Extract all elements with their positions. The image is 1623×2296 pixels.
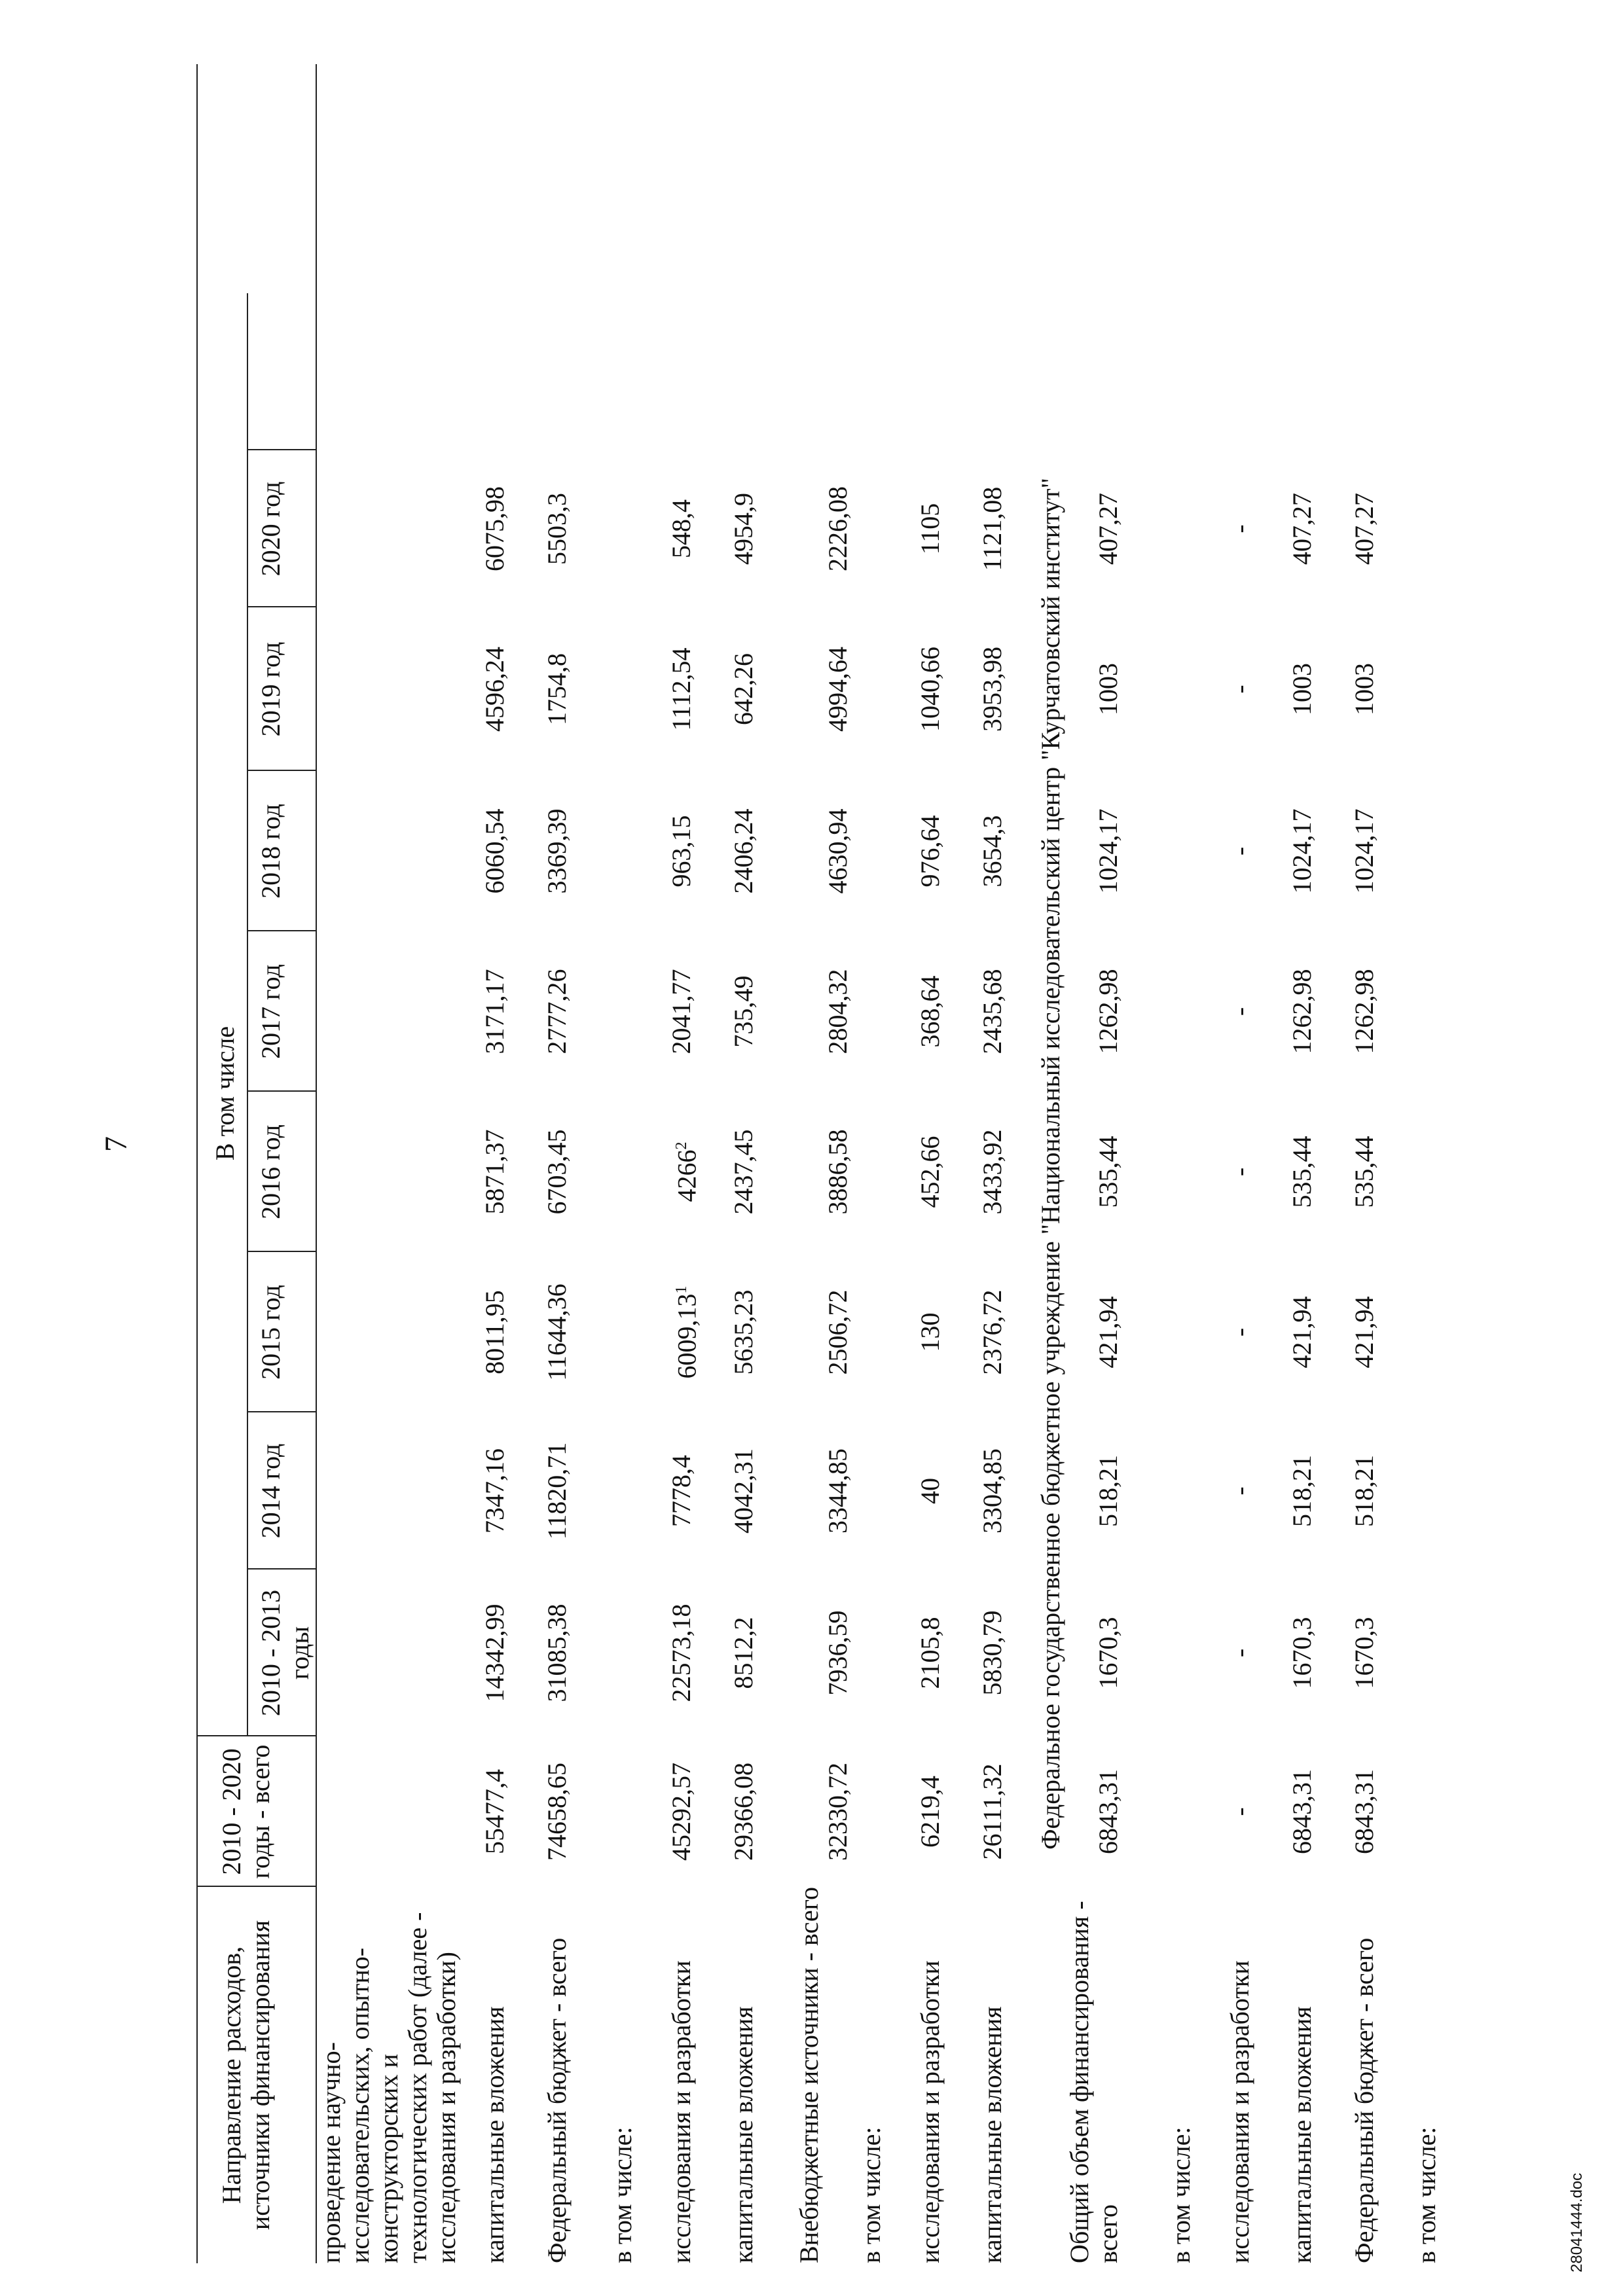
value-cell: 5871,37 <box>480 1129 509 1215</box>
value-cell: 5503,3 <box>542 493 572 565</box>
footnote-marker: 1 <box>673 1285 690 1294</box>
value-cell: 4266$^2$ <box>672 1141 702 1202</box>
value-cell: 1003 <box>1093 663 1123 715</box>
table-header <box>196 64 317 2263</box>
value-cell: 518,21 <box>1349 1455 1379 1527</box>
value-cell: 535,44 <box>1287 1136 1317 1208</box>
value-cell: 29366,08 <box>729 1763 758 1861</box>
value-cell: 735,49 <box>729 975 758 1048</box>
value-cell: 1024,17 <box>1287 808 1317 894</box>
header-subdivider <box>247 293 248 1736</box>
row-label: исследования и разработки <box>915 1960 945 2263</box>
value-cell: 40 <box>915 1478 945 1504</box>
page-number: 7 <box>99 1136 134 1152</box>
value-cell: 4596,24 <box>480 647 509 732</box>
value-cell: 1040,66 <box>915 647 945 732</box>
header-group: В том числе <box>210 1026 240 1161</box>
value-cell: 5830,79 <box>977 1610 1007 1696</box>
value-cell: 421,94 <box>1287 1296 1317 1369</box>
header-direction: Направление расходов, источники финансирования <box>217 1920 275 2231</box>
table-row <box>857 64 916 2263</box>
table-row <box>1065 64 1167 2263</box>
table-row <box>481 64 543 2263</box>
table-body-main <box>317 64 1040 2263</box>
header-year: 2018 год <box>256 804 285 899</box>
value-cell: 2105,8 <box>915 1617 945 1689</box>
value-cell: 3886,58 <box>823 1129 852 1215</box>
value-cell: 1003 <box>1349 663 1379 715</box>
value-cell: 6843,31 <box>1349 1769 1379 1854</box>
value-cell: 7778,4 <box>666 1455 696 1527</box>
row-label: Внебюджетные источники - всего <box>794 1887 824 2263</box>
table-row <box>1288 64 1350 2263</box>
value-cell: 2437,45 <box>729 1129 758 1215</box>
table-row <box>795 64 857 2263</box>
value-cell: 1112,54 <box>666 647 696 731</box>
value-cell: 3369,39 <box>542 808 572 894</box>
value-cell: 407,27 <box>1287 493 1317 565</box>
value-cell: 32330,72 <box>823 1763 852 1861</box>
financing-table <box>196 64 1451 2263</box>
value-cell: 548,4 <box>666 499 696 558</box>
value-cell: 2041,77 <box>666 969 696 1054</box>
value-cell: 3304,85 <box>977 1448 1007 1534</box>
header-year: 2014 год <box>256 1443 285 1539</box>
table-body-kurchatov <box>1065 64 1451 2263</box>
value-cell: - <box>1225 1648 1254 1658</box>
value-cell: 55477,4 <box>480 1769 509 1854</box>
value-cell: 4954,9 <box>729 493 758 565</box>
value-cell: 3171,17 <box>480 969 509 1054</box>
value-cell: 421,94 <box>1093 1296 1123 1369</box>
value-cell: 2376,72 <box>977 1289 1007 1375</box>
value-cell: 1105 <box>915 503 945 555</box>
table-row <box>1350 64 1412 2263</box>
value-cell: 6060,54 <box>480 808 509 894</box>
value-cell: 642,26 <box>729 653 758 725</box>
section-title: Федеральное государственное бюджетное учреждение "Национальный исследовательский центр "Курчатовский институт" <box>1036 478 1065 1850</box>
value-cell: - <box>1225 1807 1254 1816</box>
table-row <box>916 64 978 2263</box>
value-cell: 1024,17 <box>1093 808 1123 894</box>
value-cell: 130 <box>915 1312 945 1352</box>
row-label: капитальные вложения <box>1287 2006 1317 2263</box>
value-cell: 6843,31 <box>1093 1769 1123 1854</box>
header-year: 2015 год <box>256 1285 285 1380</box>
row-label: Федеральный бюджет - всего <box>542 1937 572 2263</box>
value-cell: 1121,08 <box>977 486 1007 571</box>
value-cell: 1754,8 <box>542 653 572 725</box>
table-row <box>1167 64 1226 2263</box>
value-cell: - <box>1225 685 1254 694</box>
value-cell: 2777,26 <box>542 969 572 1054</box>
header-year: 2017 год <box>256 964 285 1059</box>
value-cell: 1003 <box>1287 663 1317 715</box>
row-label: Общий объем финансирования - всего <box>1065 1901 1123 2263</box>
footnote-marker: 2 <box>673 1141 690 1150</box>
value-cell: 4042,31 <box>729 1448 758 1534</box>
row-label: проведение научно-исследовательских, опытно-конструкторских и технологических работ (далее - исследования и разработки) <box>316 1912 461 2263</box>
document-file-label: 28041444.doc <box>1568 2172 1586 2272</box>
table-row <box>317 64 481 2263</box>
value-cell: 6219,4 <box>915 1776 945 1848</box>
value-cell: 1670,3 <box>1093 1617 1123 1689</box>
table-row <box>1412 64 1451 2263</box>
value-cell: 421,94 <box>1349 1296 1379 1369</box>
table-row <box>543 64 608 2263</box>
row-label: капитальные вложения <box>729 2006 758 2263</box>
row-label: в том числе: <box>1166 2126 1195 2263</box>
value-cell: 1670,3 <box>1349 1617 1379 1689</box>
value-cell: 7347,16 <box>480 1448 509 1534</box>
value-cell: 8011,95 <box>480 1290 509 1374</box>
value-cell: 3433,92 <box>977 1129 1007 1215</box>
row-label: капитальные вложения <box>977 2006 1007 2263</box>
value-cell: 963,15 <box>666 815 696 888</box>
value-cell: - <box>1225 524 1254 533</box>
row-label: исследования и разработки <box>666 1960 696 2263</box>
value-cell: 11820,71 <box>542 1442 572 1540</box>
value-cell: 11644,36 <box>542 1283 572 1381</box>
value-cell: - <box>1225 1327 1254 1337</box>
value-cell: 74658,65 <box>542 1763 572 1861</box>
value-cell: 22573,18 <box>666 1604 696 1702</box>
value-cell: 407,27 <box>1093 493 1123 565</box>
value-cell: - <box>1225 1486 1254 1496</box>
row-label: исследования и разработки <box>1225 1960 1254 2263</box>
table-row <box>608 64 667 2263</box>
value-cell: 4630,94 <box>823 808 852 894</box>
value-cell: 3953,98 <box>977 647 1007 732</box>
value-cell: - <box>1225 1007 1254 1016</box>
table-row <box>729 64 795 2263</box>
value-cell: 976,64 <box>915 815 945 888</box>
value-cell: 14342,99 <box>480 1604 509 1702</box>
value-cell: 3344,85 <box>823 1448 852 1534</box>
value-cell: 1262,98 <box>1349 969 1379 1054</box>
table-row <box>978 64 1040 2263</box>
value-cell: 3654,3 <box>977 815 1007 888</box>
value-cell: 535,44 <box>1349 1136 1379 1208</box>
value-cell: 2406,24 <box>729 808 758 894</box>
value-cell: - <box>1225 1167 1254 1177</box>
table-row <box>667 64 729 2263</box>
header-total: 2010 - 2020 годы - всего <box>217 1744 275 1879</box>
value-cell: 6075,98 <box>480 486 509 571</box>
value-cell: 407,27 <box>1349 493 1379 565</box>
row-label: в том числе: <box>1412 2126 1441 2263</box>
value-cell: 1262,98 <box>1287 969 1317 1054</box>
value-cell: 31085,38 <box>542 1604 572 1702</box>
value-cell: 518,21 <box>1093 1455 1123 1527</box>
row-label: в том числе: <box>608 2126 637 2263</box>
value-cell: - <box>1225 846 1254 856</box>
row-label: в том числе: <box>856 2126 886 2263</box>
value-cell: 2226,08 <box>823 486 852 571</box>
value-cell: 535,44 <box>1093 1136 1123 1208</box>
value-cell: 7936,59 <box>823 1610 852 1696</box>
value-cell: 2804,32 <box>823 969 852 1054</box>
value-cell: 368,64 <box>915 975 945 1048</box>
header-year: 2019 год <box>256 641 285 737</box>
value-cell: 4994,64 <box>823 647 852 732</box>
value-cell: 518,21 <box>1287 1455 1317 1527</box>
value-cell: 6009,13$^1$ <box>672 1285 702 1379</box>
value-cell: 452,66 <box>915 1136 945 1208</box>
header-year: 2016 год <box>256 1124 285 1219</box>
value-cell: 45292,57 <box>666 1763 696 1861</box>
value-cell: 5635,23 <box>729 1289 758 1375</box>
value-cell: 2506,72 <box>823 1289 852 1375</box>
header-year: 2010 - 2013 годы <box>256 1589 314 1717</box>
value-cell: 6703,45 <box>542 1129 572 1215</box>
value-cell: 1024,17 <box>1349 808 1379 894</box>
value-cell: 6843,31 <box>1287 1769 1317 1854</box>
value-cell: 1670,3 <box>1287 1617 1317 1689</box>
value-cell: 1262,98 <box>1093 969 1123 1054</box>
header-divider <box>198 1886 316 1887</box>
row-label: капитальные вложения <box>480 2006 509 2263</box>
value-cell: 8512,2 <box>729 1617 758 1689</box>
row-label: Федеральный бюджет - всего <box>1349 1937 1379 2263</box>
value-cell: 26111,32 <box>977 1763 1007 1860</box>
header-year: 2020 год <box>256 481 285 577</box>
table-row <box>1226 64 1288 2263</box>
value-cell: 2435,68 <box>977 969 1007 1054</box>
